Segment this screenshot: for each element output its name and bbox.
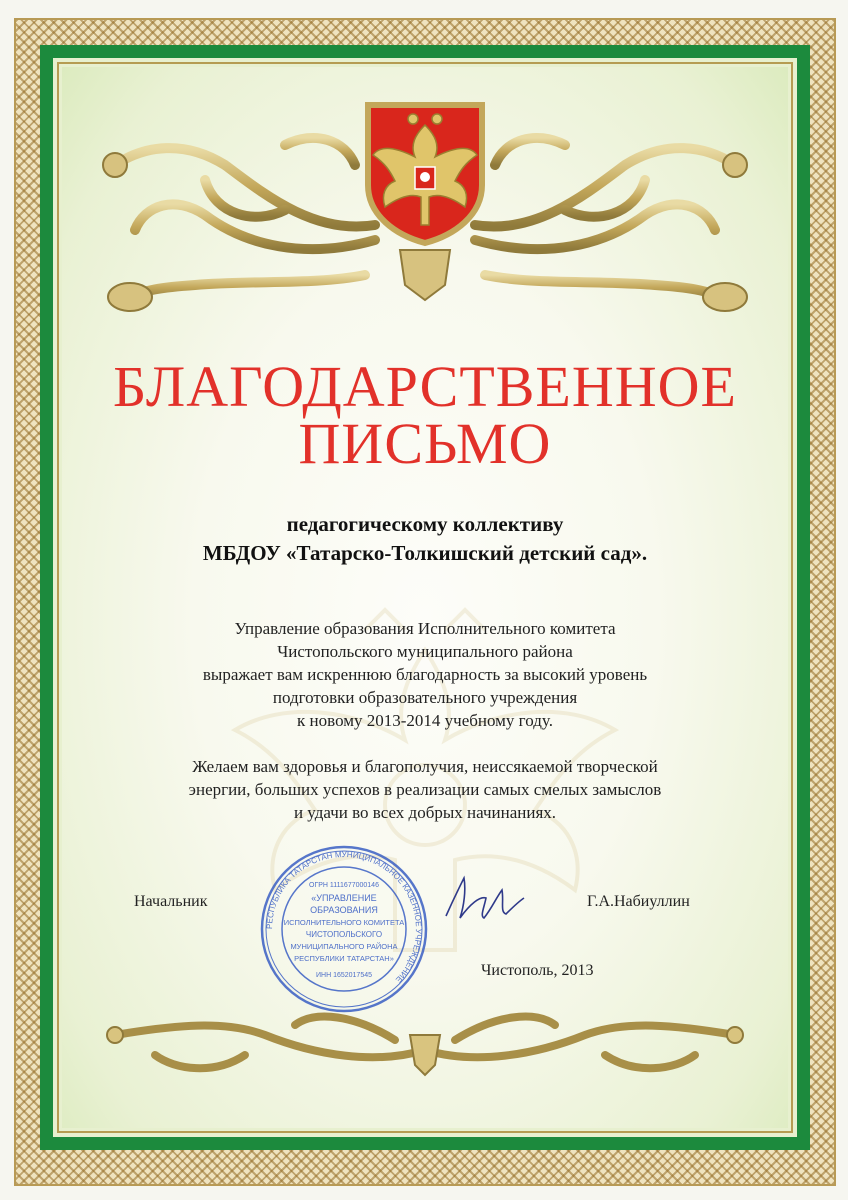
russian-coat-of-arms-icon [368, 105, 482, 243]
recipient-line-1: педагогическому коллективу [286, 512, 564, 536]
text-line: выражает вам искреннюю благодарность за высокий уровень [202, 665, 648, 684]
text-line: Управление образования Исполнительного комитета [234, 619, 616, 638]
signatory-name: Г.А.Набиуллин [587, 893, 690, 910]
text-line: энергии, больших успехов в реализации самых смелых замыслов [188, 780, 662, 799]
stamp-line: ИСПОЛНИТЕЛЬНОГО КОМИТЕТА [283, 918, 405, 927]
top-gold-ornament [85, 85, 765, 335]
stamp-ring-text: РЕСПУБЛИКА ТАТАРСТАН МУНИЦИПАЛЬНОЕ КАЗЕННОЕ УЧРЕЖДЕНИЕ [264, 849, 424, 985]
stamp-line: ОБРАЗОВАНИЯ [310, 905, 378, 915]
paragraph-gratitude [62, 617, 788, 732]
text-line: Чистопольского муниципального района [277, 642, 573, 661]
title-line-1: БЛАГОДАРСТВЕННОЕ [113, 354, 737, 419]
paragraph-wishes [62, 755, 788, 824]
stamp-line: «УПРАВЛЕНИЕ [311, 893, 377, 903]
stamp-line: ИНН 1652017545 [315, 972, 373, 979]
recipient-line-2: МБДОУ «Татарско-Толкишский детский сад». [202, 541, 648, 565]
signatory-position: Начальник [134, 893, 208, 910]
stamp-line: ОГРН 1111677000146 [309, 882, 379, 889]
stamp-line: МУНИЦИПАЛЬНОГО РАЙОНА [290, 942, 398, 951]
handwritten-signature [440, 868, 530, 928]
text-line: Желаем вам здоровья и благополучия, неиссякаемой творческой [192, 757, 658, 776]
bottom-gold-ornament [95, 995, 755, 1085]
official-stamp [258, 843, 430, 1015]
text-line: подготовки образовательного учреждения [272, 688, 578, 707]
stamp-line: РЕСПУБЛИКИ ТАТАРСТАН» [294, 954, 394, 963]
stamp-line: ЧИСТОПОЛЬСКОГО [305, 930, 383, 939]
text-line: к новому 2013-2014 учебному году. [297, 711, 553, 730]
title-line-2: ПИСЬМО [298, 411, 552, 476]
place-and-year: Чистополь, 2013 [481, 962, 594, 979]
text-line: и удачи во всех добрых начинаниях. [293, 803, 557, 822]
